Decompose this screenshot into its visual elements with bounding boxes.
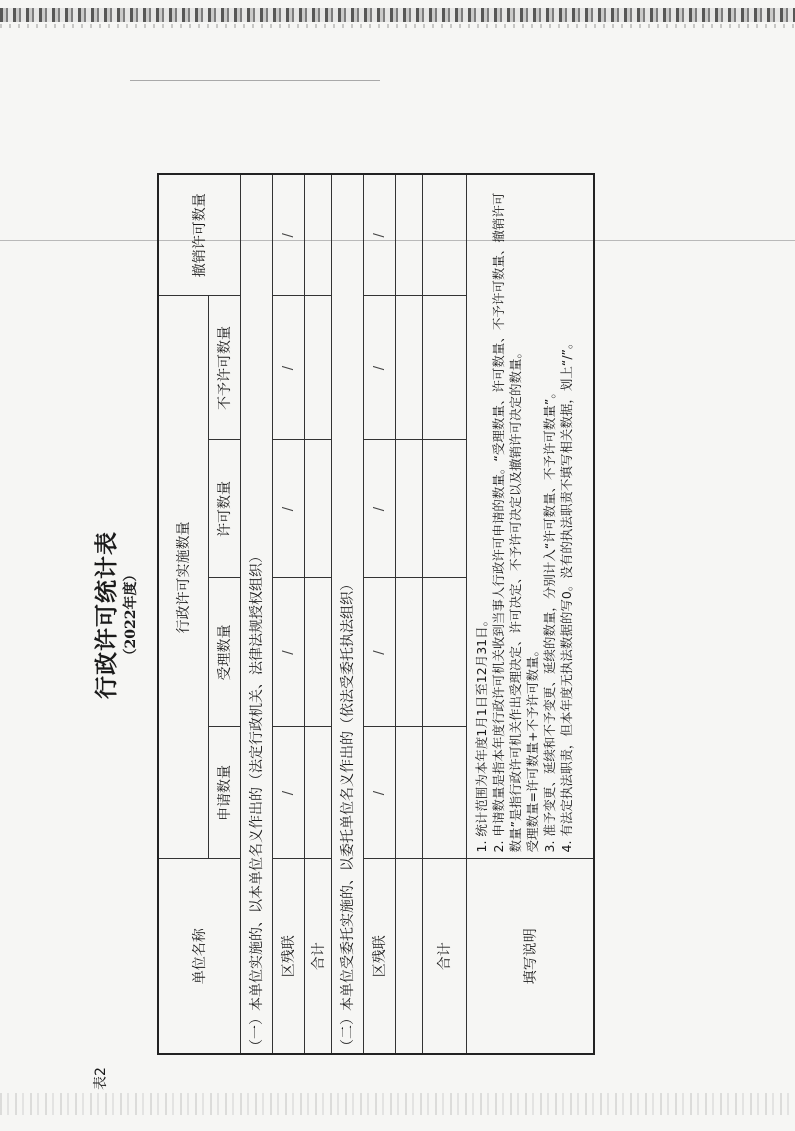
- header-accepted: 受理数量: [208, 578, 240, 727]
- row-unit: 区残联: [363, 859, 395, 1054]
- table-row: [272, 174, 304, 1054]
- row-unit: 合计: [422, 859, 466, 1054]
- note-item: 4. 有法定执法职责，但本年度无执法数据的写0。没有的执法职责不填写相关数据，划上“/”。: [558, 336, 574, 853]
- cell-not-permitted: [422, 296, 466, 440]
- cell-not-permitted: [304, 296, 331, 440]
- header-implementation-group: 行政许可实施数量: [158, 296, 208, 859]
- cell-accepted: /: [272, 578, 304, 727]
- cell-revoked: /: [363, 174, 395, 296]
- cell-permitted: [304, 440, 331, 578]
- header-permitted: 许可数量: [208, 440, 240, 578]
- header-unit-name: 单位名称: [158, 859, 240, 1054]
- cell-revoked: [304, 174, 331, 296]
- notes-content: [466, 174, 594, 859]
- section2-heading: （二）本单位受委托实施的、以委托单位名义作出的（依法受委托执法组织）: [331, 174, 363, 1054]
- document-subtitle: （2022年度）: [123, 567, 139, 663]
- cell-permitted: [422, 440, 466, 578]
- document-title: 行政许可统计表: [93, 531, 120, 699]
- row-unit: 合计: [304, 859, 331, 1054]
- table-row: [363, 174, 395, 1054]
- note-item: 2. 申请数量是指本年度行政许可机关收到当事人行政许可申请的数量。“受理数量、许可数量、不予许可数量、撤销许可数量”是指行政许可机关作出受理决定、许可决定、不予许可决定以及撤销许可决定的数量。: [490, 192, 523, 853]
- rotated-page: [90, 140, 590, 1090]
- note-item: 3. 准予变更、延续和不予变更、延续的数量，分别计入“许可数量、不予许可数量”。: [541, 386, 557, 853]
- cell-revoked: [395, 174, 422, 296]
- note-item: 1. 统计范围为本年度1月1日至12月31日。: [473, 613, 489, 853]
- scan-artifact-bottom: [0, 1093, 795, 1115]
- cell-accepted: [304, 578, 331, 727]
- cell-applications: /: [363, 727, 395, 859]
- cell-applications: /: [272, 727, 304, 859]
- cell-applications: [422, 727, 466, 859]
- note-item: 受理数量=许可数量+不予许可数量。: [524, 644, 540, 853]
- header-applications: 申请数量: [208, 727, 240, 859]
- scan-artifact-top: [0, 8, 795, 22]
- permit-statistics-table: [157, 173, 595, 1055]
- scan-artifact-line: [130, 80, 380, 81]
- cell-applications: [304, 727, 331, 859]
- header-not-permitted: 不予许可数量: [208, 296, 240, 440]
- table-number-label: 表2: [93, 1067, 109, 1090]
- scan-artifact-top-dots: [0, 24, 795, 28]
- cell-not-permitted: /: [272, 296, 304, 440]
- cell-permitted: [395, 440, 422, 578]
- cell-not-permitted: /: [363, 296, 395, 440]
- cell-permitted: /: [363, 440, 395, 578]
- cell-accepted: /: [363, 578, 395, 727]
- cell-revoked: [422, 174, 466, 296]
- section1-heading: （一）本单位实施的、以本单位名义作出的（法定行政机关、法律法规授权组织）: [240, 174, 272, 1054]
- row-unit: 区残联: [272, 859, 304, 1054]
- cell-accepted: [395, 578, 422, 727]
- cell-not-permitted: [395, 296, 422, 440]
- row-unit: [395, 859, 422, 1054]
- cell-applications: [395, 727, 422, 859]
- cell-accepted: [422, 578, 466, 727]
- header-revoked: 撤销许可数量: [158, 174, 240, 296]
- cell-revoked: /: [272, 174, 304, 296]
- cell-permitted: /: [272, 440, 304, 578]
- table-row: [395, 174, 422, 1054]
- table-row: [422, 174, 466, 1054]
- table-row: [304, 174, 331, 1054]
- notes-label: 填写说明: [466, 859, 594, 1054]
